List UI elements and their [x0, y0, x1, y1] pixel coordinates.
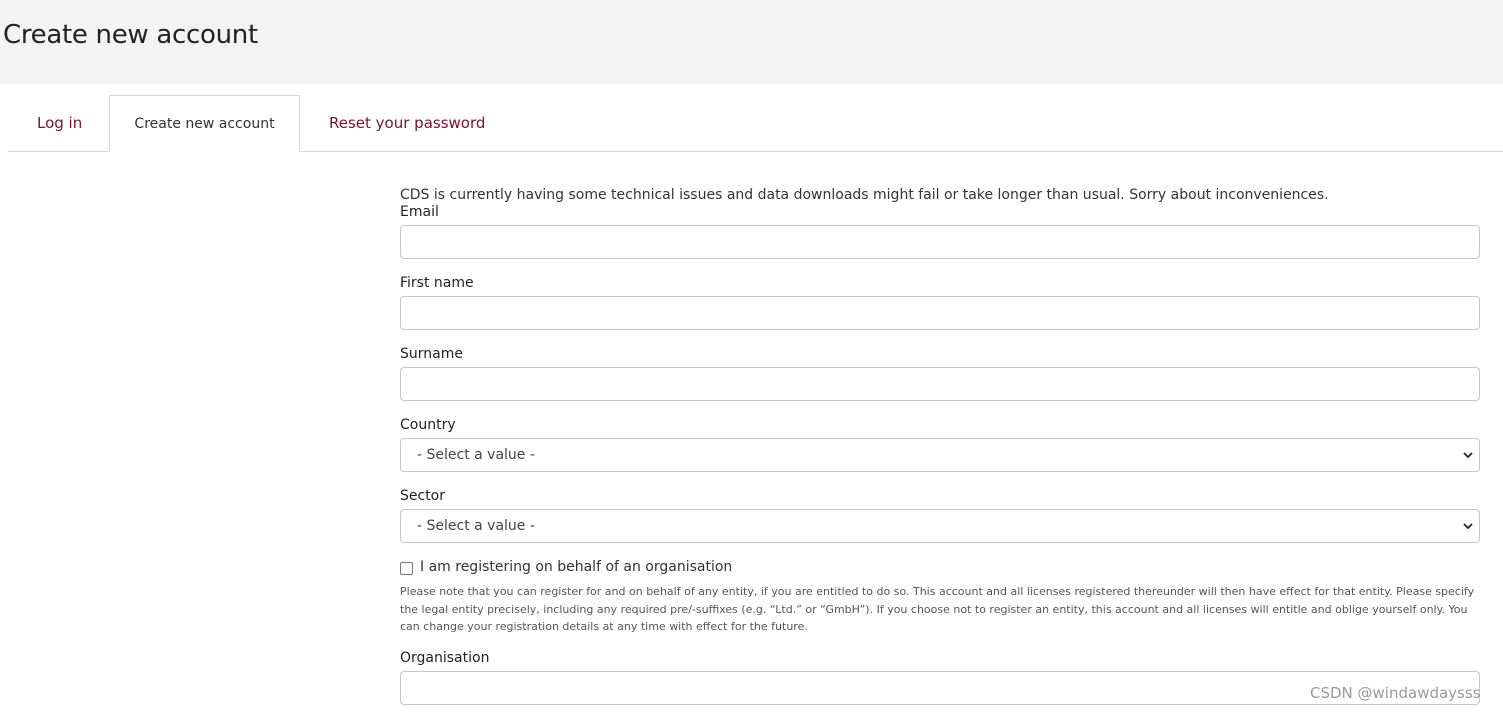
tab-reset-password[interactable]: Reset your password [329, 114, 486, 132]
sector-selected-value: - Select a value - [417, 518, 535, 534]
page-title: Create new account [3, 20, 258, 50]
service-notice: CDS is currently having some technical issues and data downloads might fail or take longer than usual. Sorry about inconveniences. [400, 187, 1329, 203]
tab-log-in[interactable]: Log in [37, 114, 83, 132]
sector-label: Sector [400, 488, 446, 504]
sector-select[interactable] [400, 509, 1480, 543]
email-field[interactable] [400, 225, 1480, 259]
surname-field[interactable] [400, 367, 1480, 401]
organisation-label: Organisation [400, 650, 490, 666]
first-name-field[interactable] [400, 296, 1480, 330]
tab-create-account[interactable] [109, 95, 300, 153]
organisation-help-text: Please note that you can register for and on behalf of any entity, if you are entitled to do so. This account and all licenses registered thereunder will then have effect for that entity. Please specify the legal entity precisely, including any required pre/-suffixes (e.g. “Ltd.” or “GmbH”). If you choose not to register an entity, this account and all licenses will entitle and oblige yourself only. You can change your registration details at any time with effect for the future. [400, 585, 1475, 633]
page-header [0, 0, 1503, 84]
surname-label: Surname [400, 346, 463, 362]
country-selected-value: - Select a value - [417, 447, 535, 463]
chevron-down-icon [1463, 521, 1473, 531]
organisation-checkbox-label[interactable]: I am registering on behalf of an organisation [420, 559, 733, 575]
organisation-checkbox[interactable] [400, 562, 413, 575]
watermark: CSDN @windawdaysss [1310, 684, 1481, 702]
email-label: Email [400, 204, 439, 220]
first-name-label: First name [400, 275, 474, 291]
chevron-down-icon [1463, 450, 1473, 460]
country-select[interactable] [400, 438, 1480, 472]
country-label: Country [400, 417, 456, 433]
tab-bar [8, 95, 1503, 152]
tab-create-account-label: Create new account [109, 95, 300, 152]
